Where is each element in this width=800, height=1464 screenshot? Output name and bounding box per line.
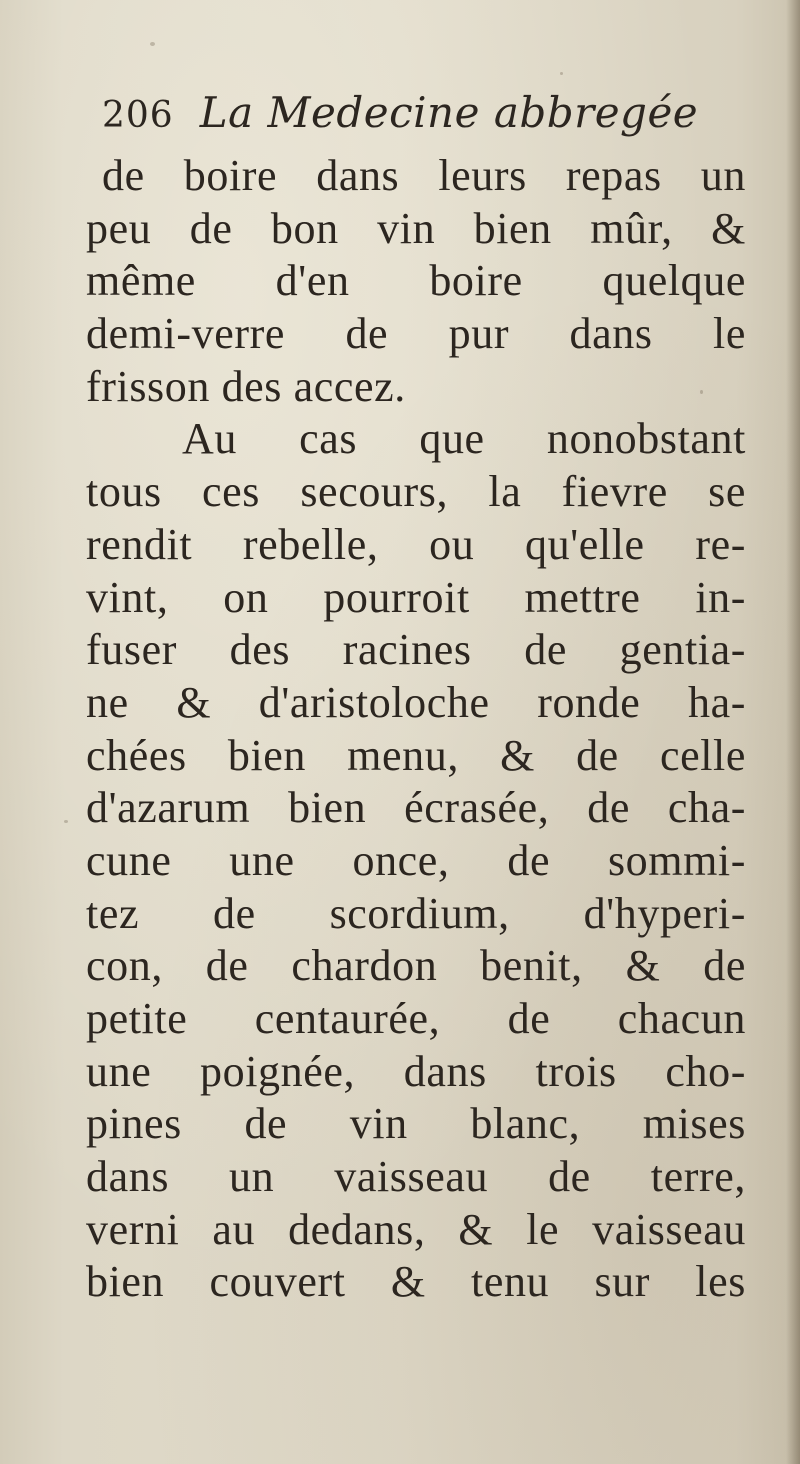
text-line: cune une once, de sommi- — [86, 835, 746, 885]
text-line: même d'en boire quelque — [86, 256, 746, 306]
text-line: vint, on pourroit mettre in- — [86, 572, 746, 622]
paper-speck — [560, 72, 563, 75]
text-line: demi-verre de pur dans le — [86, 309, 746, 359]
running-title: La Medecine abbregée — [199, 88, 699, 137]
paragraph-first-line: Au cas que nonobstant — [182, 414, 746, 464]
body-text — [86, 150, 746, 1309]
text-line: dans un vaisseau de terre, — [86, 1152, 746, 1202]
page-number: 206 — [102, 95, 174, 136]
paper-speck — [64, 820, 68, 823]
text-line: bien couvert & tenu sur les — [86, 1257, 746, 1307]
text-line: con, de chardon benit, & de — [86, 941, 746, 991]
paper-speck — [150, 42, 155, 46]
text-line: fuser des racines de gentia- — [86, 625, 746, 675]
text-line: tous ces secours, la fievre se — [86, 467, 746, 517]
text-line: rendit rebelle, ou qu'elle re- — [86, 519, 746, 569]
text-line: verni au dedans, & le vaisseau — [86, 1204, 746, 1254]
running-head — [86, 88, 746, 150]
text-line: pines de vin blanc, mises — [86, 1099, 746, 1149]
text-line: une poignée, dans trois cho- — [86, 1046, 746, 1096]
page-edge-shadow — [786, 0, 800, 1464]
text-line: frisson des accez. — [86, 361, 406, 411]
page-text — [86, 88, 746, 1309]
text-line: ne & d'aristoloche ronde ha- — [86, 677, 746, 727]
text-line: tez de scordium, d'hyperi- — [86, 888, 746, 938]
text-line: d'azarum bien écrasée, de cha- — [86, 783, 746, 833]
text-line: peu de bon vin bien mûr, & — [86, 203, 746, 253]
text-line: de boire dans leurs repas un — [102, 151, 746, 200]
text-line: petite centaurée, de chacun — [86, 994, 746, 1043]
text-line: chées bien menu, & de celle — [86, 730, 746, 780]
